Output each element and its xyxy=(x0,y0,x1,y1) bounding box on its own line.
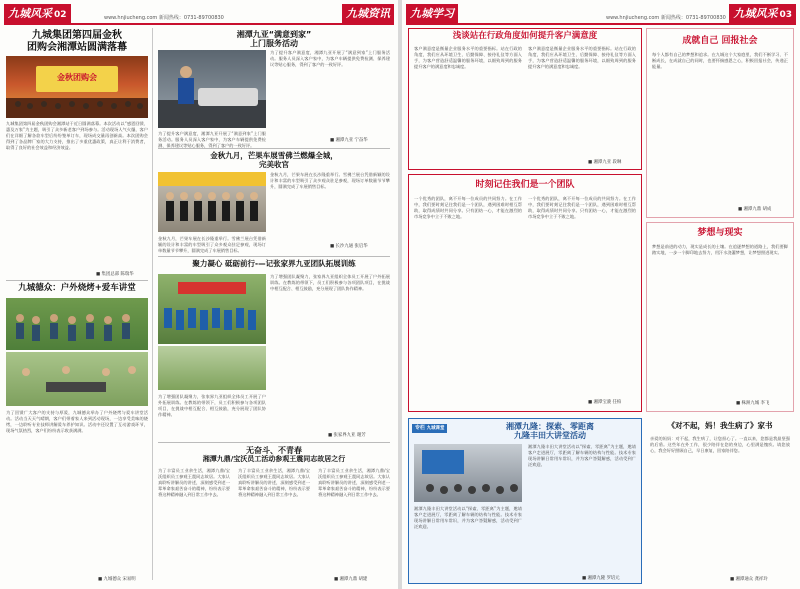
article-b4-body: 梦想是前进的动力，现实是成长的土壤。在追逐梦想的道路上，我们要脚踏实地，一步一个脚印地去努力，用汗水浇灌梦想，让梦想照进现实。 xyxy=(652,244,788,255)
article-a1-photo xyxy=(6,56,148,118)
article-b4-byline: ■ 株洲九城 李飞 xyxy=(736,401,770,406)
article-a4-photo xyxy=(158,172,266,232)
left-section-title: 九城资讯 xyxy=(342,4,394,24)
article-a3-byline: ■ 湘潭九亚 宁奋华 xyxy=(330,138,368,143)
article-b3-byline: ■ 湘潭九鼎 胡成 xyxy=(738,207,772,212)
article-a1-body: 九城集团第四届金秋团购会湘潭站于近日圆满落幕。本次活动以“感恩回馈、惠及万家”为主题，吸引了众多新老客户到场参与。活动现场人气火爆，客户们在详细了解各款车型后纷纷签单订车，现场成交量再创新高。本次团购会得到了各品牌厂家的大力支持，推出了多重优惠政策，真正让利于消费者，取得了良好的社会效益和经济效益。 xyxy=(6,121,148,150)
article-a6-byline: ■ 湘潭九鼎 胡建 xyxy=(334,577,368,582)
article-a1-byline: ■ 集团总部 陈瑞华 xyxy=(96,272,134,277)
article-b1-body-col2: 客户满意度是衡量企业服务水平的重要指标。站在行政的角度，我们应从环境卫生、后勤保障、接待礼仪等方面入手，为客户营造舒适温馨的服务环境，以细致周到的服务提升客户的满意度和忠诚度。 xyxy=(528,46,636,69)
divider xyxy=(158,148,390,149)
article-a1-headline: 九城集团第四届金秋 团购会湘潭站圆满落幕 xyxy=(27,30,127,53)
article-b1-body-col1: 客户满意度是衡量企业服务水平的重要指标。站在行政的角度，我们应从环境卫生、后勤保障、接待礼仪等方面入手，为客户营造舒适温馨的服务环境，以细致周到的服务提升客户的满意度和忠诚度。 xyxy=(414,46,522,69)
divider xyxy=(6,280,148,281)
article-a2-headline: 九城德众：户外烧烤+爱车讲堂 xyxy=(18,283,136,293)
mechanic-service-graphic xyxy=(158,50,266,128)
article-a5-photo xyxy=(158,274,266,344)
article-a5-byline: ■ 张家界九亚 谢芳 xyxy=(328,433,366,438)
article-b1-byline: ■ 湘潭九亚 段琳 xyxy=(588,160,622,165)
article-a6-body-col3: 为了丰富员工业余生活，湘潭九鼎/宝沃组织员工参观王震同志故居。大家认真聆听讲解员的讲述，深刻感受到老一辈革命家艰苦奋斗的精神，纷纷表示要将这种精神融入到日常工作中去。 xyxy=(318,468,390,497)
article-b5-body-col1: 湘潭九隆丰田大讲堂活动以“探索、零距离”为主题，邀请客户走进展厅，零距离了解车辆的结构与性能。技术专家现场讲解日常用车常识，并为客户答疑解惑，活动受到广泛欢迎。 xyxy=(414,506,522,529)
article-a5-headline: 聚力凝心 砥砺前行-—记张家界九亚团队拓展训练 xyxy=(192,259,356,268)
article-b5-photo xyxy=(414,444,522,502)
article-a5-body-lower: 为了增强团队凝聚力，张家界九亚组织全体员工开展了户外拓展训练。在教练的带领下，员工们积极参与各项团队项目，在挑战中相互配合、相互鼓励，充分展现了团队协作精神。 xyxy=(158,394,266,417)
article-b1-headline: 浅谈站在行政角度如何提升客户满意度 xyxy=(452,31,598,41)
left-header xyxy=(4,4,394,24)
article-b2-byline: ■ 湘潭宝骏 任柏 xyxy=(588,400,622,405)
team-training-graphic xyxy=(158,274,266,344)
article-b2-body-col2: 一个优秀的团队，离不开每一位成员的共同努力。在工作中，我们要时刻记住我们是一个团队，遇到困难时相互帮助，取得成绩时共同分享。只有团结一心，才能在激烈的市场竞争中立于不败之地。 xyxy=(528,196,636,219)
article-a3-photo xyxy=(158,50,266,128)
article-b2-body-col1: 一个优秀的团队，离不开每一位成员的共同努力。在工作中，我们要时刻记住我们是一个团队，遇到困难时相互帮助，取得成绩时共同分享。只有团结一心，才能在激烈的市场竞争中立于不败之地。 xyxy=(414,196,522,219)
article-b5-tag: 专栏 九城课堂 xyxy=(412,424,447,433)
auto-show-group-graphic xyxy=(158,172,266,232)
divider xyxy=(158,442,390,443)
article-a5-photo-2 xyxy=(158,346,266,390)
lecture-hall-graphic xyxy=(414,444,522,502)
article-b5-headline: 湘潭九隆：探索、零距离 九隆丰田大讲堂活动 xyxy=(506,422,594,441)
article-a5-body: 为了增强团队凝聚力，张家界九亚组织全体员工开展了户外拓展训练。在教练的带领下，员工们积极参与各项团队项目，在挑战中相互配合、相互鼓励，充分展现了团队协作精神。 xyxy=(270,274,390,291)
article-a4-byline: ■ 长沙九通 张启华 xyxy=(330,244,368,249)
article-b5-byline: ■ 湘潭九隆 罗培元 xyxy=(582,576,620,581)
outdoor-group-graphic xyxy=(6,298,148,350)
divider xyxy=(158,256,390,257)
article-a6-headline: 无奋斗、不青春 湘潭九鼎/宝沃员工活动参观王震同志故居之行 xyxy=(202,446,346,464)
article-a3-body-lower: 为了提升客户满意度，湘潭九亚开展了“满意到家”上门服务活动。服务人员深入客户家中，为客户车辆提供免费检测、保养建议等贴心服务，得到了客户的一致好评。 xyxy=(158,131,266,148)
article-a2-byline: ■ 九城德众 宋易明 xyxy=(98,577,136,582)
article-a4-headline: 金秋九月，芒果车展雪佛兰燃爆全城， 完美收官 xyxy=(210,151,338,169)
article-a3-headline: 湘潭九亚“满意到家” 上门服务活动 xyxy=(236,30,312,49)
left-header-rule xyxy=(4,23,394,25)
article-b2-headline: 时刻记住我们是一个团队 xyxy=(475,180,575,190)
article-a6-body-col2: 为了丰富员工业余生活，湘潭九鼎/宝沃组织员工参观王震同志故居。大家认真聆听讲解员的讲述，深刻感受到老一辈革命家艰苦奋斗的精神，纷纷表示要将这种精神融入到日常工作中去。 xyxy=(238,468,310,497)
article-a2-photo-2 xyxy=(6,352,148,406)
left-column-rule xyxy=(152,28,153,580)
left-logo: 九城风采 02 xyxy=(4,4,71,24)
bbq-scene-graphic xyxy=(6,352,148,406)
right-header-rule xyxy=(406,23,796,25)
right-header xyxy=(406,4,796,24)
article-a1-photo-caption: 金秋团购会 xyxy=(57,73,97,82)
article-b6-body: 亲爱的妈妈：对不起，我生病了，让您担心了。一直以来，您都是我最坚强的后盾。这些年在外工作，很少陪伴在您的身边，心里满是愧疚。请您放心，我会好好照顾自己，早日康复，回家陪伴您。 xyxy=(650,436,790,453)
article-b3-headline: 成就自己 回报社会 xyxy=(682,36,758,46)
right-section-title: 九城学习 xyxy=(406,4,458,24)
article-b6-byline: ■ 湘潭通众 龚祥玲 xyxy=(730,577,768,582)
left-page xyxy=(0,0,398,589)
article-b6-headline: 《对不起，妈！我生病了》家书 xyxy=(667,421,773,430)
article-a2-photo xyxy=(6,298,148,350)
article-b5-body-col2: 湘潭九隆丰田大讲堂活动以“探索、零距离”为主题，邀请客户走进展厅，零距离了解车辆的结构与性能。技术专家现场讲解日常用车常识，并为客户答疑解惑，活动受到广泛欢迎。 xyxy=(528,444,636,467)
right-tagline: www.hnjiucheng.com 新闻热线：0731-89700830 xyxy=(606,15,726,21)
event-stage-graphic xyxy=(6,56,148,118)
left-tagline: www.hnjiucheng.com 新闻热线：0731-89700830 xyxy=(104,15,224,21)
article-a4-body-lower: 金秋九月，芒果车展在长沙隆重举行。雪佛兰展台凭借新颖的设计和丰富的车型吸引了众多观众驻足参观，现场订单数量节节攀升，圆满完成了车展销售目标。 xyxy=(158,236,266,253)
article-a2-body: 为了回馈广大客户的支持与厚爱，九城德众举办了户外烧烤与爱车讲堂活动。活动当天天气晴朗，客户们带着家人来到活动现场，一边享受美味的烧烤，一边聆听专业技师讲解爱车养护知识。活动中还设置了互动游戏环节，现场气氛热烈，客户们纷纷表示收获满满。 xyxy=(6,410,148,433)
article-a3-body: 为了提升客户满意度，湘潭九亚开展了“满意到家”上门服务活动。服务人员深入客户家中，为客户车辆提供免费检测、保养建议等贴心服务，得到了客户的一致好评。 xyxy=(270,50,390,67)
right-logo: 九城风采 03 xyxy=(729,4,796,24)
right-page xyxy=(402,0,800,589)
article-b3-body: 每个人都有自己的梦想和追求。在九城这个大家庭里，我们不断学习、不断成长，在成就自己的同时，也要怀揣感恩之心，积极回报社会，传递正能量。 xyxy=(652,52,788,69)
article-a6-body-col1: 为了丰富员工业余生活，湘潭九鼎/宝沃组织员工参观王震同志故居。大家认真聆听讲解员的讲述，深刻感受到老一辈革命家艰苦奋斗的精神，纷纷表示要将这种精神融入到日常工作中去。 xyxy=(158,468,230,497)
article-b4-headline: 梦想与现实 xyxy=(697,228,743,238)
article-a4-body: 金秋九月，芒果车展在长沙隆重举行。雪佛兰展台凭借新颖的设计和丰富的车型吸引了众多观众驻足参观，现场订单数量节节攀升，圆满完成了车展销售目标。 xyxy=(270,172,390,189)
